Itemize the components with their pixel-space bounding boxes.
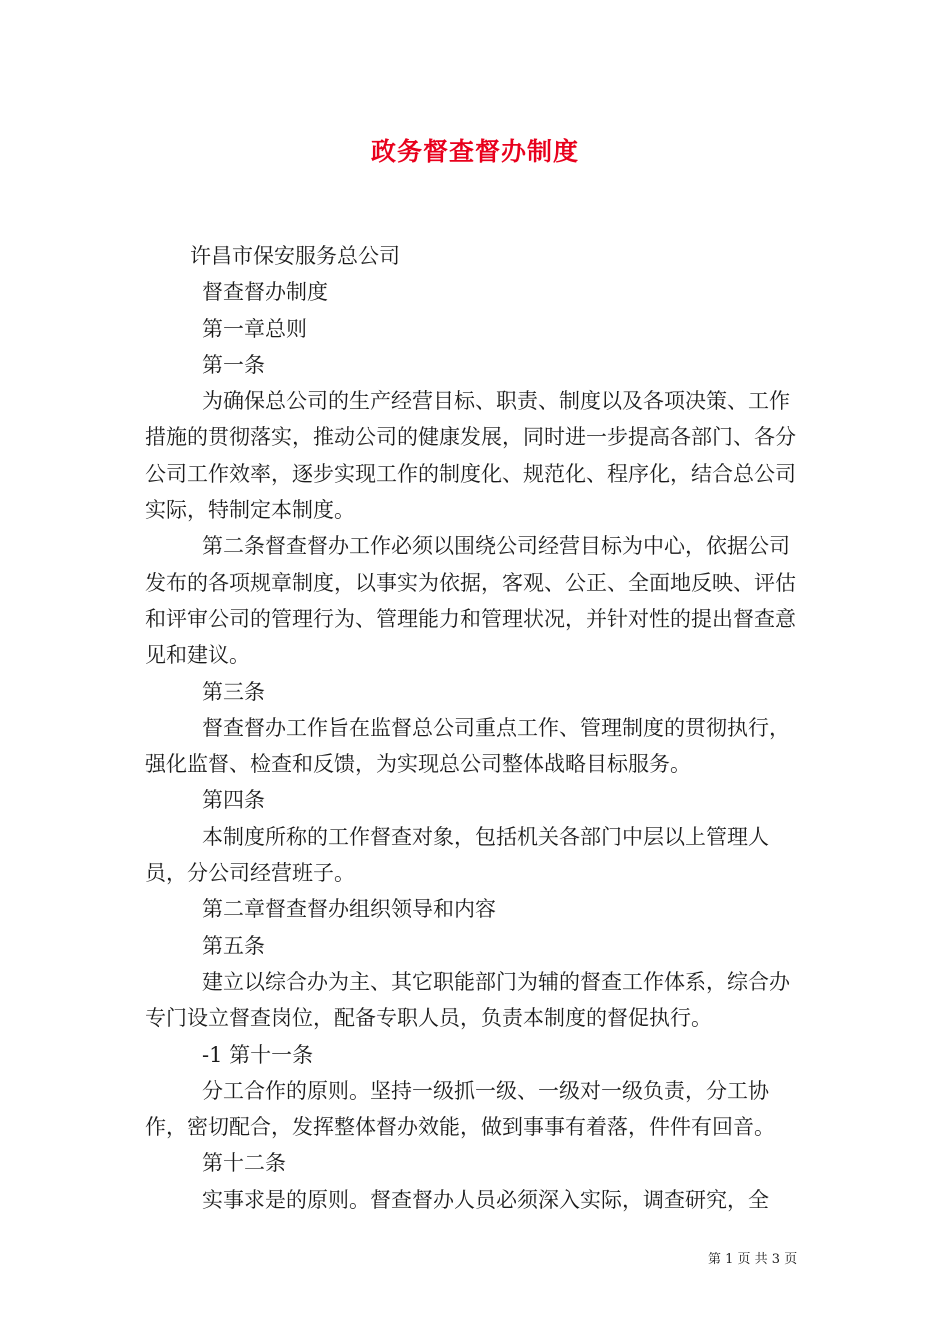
paragraph-subtitle: 督查督办制度 <box>202 280 328 305</box>
document-title: 政务督查督办制度 <box>370 137 579 166</box>
article-heading: 第五条 <box>202 933 265 958</box>
company-name: 许昌市保安服务总公司 <box>190 244 400 268</box>
paragraph: 分工合作的原则。坚持一级抓一级、一级对一级负责，分工协作，密切配合，发挥整体督办效能，做到事事有着落，件件有回音。 <box>145 1078 775 1140</box>
paragraph: 督查督办工作旨在监督总公司重点工作、管理制度的贯彻执行，强化监督、检查和反馈，为实现总公司整体战略目标服务。 <box>145 715 790 777</box>
paragraph: 本制度所称的工作督查对象，包括机关各部门中层以上管理人员，分公司经营班子。 <box>145 824 769 886</box>
paragraph: 建立以综合办为主、其它职能部门为辅的督查工作体系，综合办专门设立督查岗位，配备专职人员，负责本制度的督促执行。 <box>145 969 790 1031</box>
article-heading: -1 第十一条 <box>202 1042 314 1067</box>
document-body <box>145 238 810 1218</box>
article-heading: 第四条 <box>202 788 265 813</box>
chapter-heading: 第一章总则 <box>202 316 307 341</box>
article-heading: 第三条 <box>202 679 265 704</box>
article-heading: 第十二条 <box>202 1151 286 1176</box>
page-number-footer: 第 1 页 共 3 页 <box>708 1252 798 1267</box>
chapter-heading: 第二章督查督办组织领导和内容 <box>202 897 496 922</box>
paragraph: 第二条督查督办工作必须以围绕公司经营目标为中心，依据公司发布的各项规章制度，以事实为依据，客观、公正、全面地反映、评估和评审公司的管理行为、管理能力和管理状况，并针对性的提出督查意见和建议。 <box>145 534 796 668</box>
paragraph: 实事求是的原则。督查督办人员必须深入实际，调查研究，全 <box>202 1187 769 1212</box>
paragraph: 为确保总公司的生产经营目标、职责、制度以及各项决策、工作措施的贯彻落实，推动公司的健康发展，同时进一步提高各部门、各分公司工作效率，逐步实现工作的制度化、规范化、程序化，结合总公司实际，特制定本制度。 <box>145 389 796 523</box>
article-heading: 第一条 <box>202 352 265 377</box>
